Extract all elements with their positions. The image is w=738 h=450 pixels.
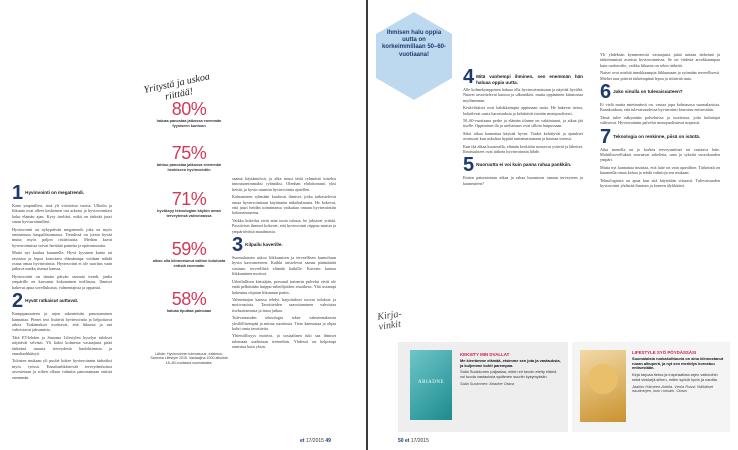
section-title: Hyvät ratkaisut auttavat. <box>25 298 79 304</box>
book-cover-plate-icon <box>588 364 618 394</box>
body-paragraph: Kolmanteen ryhmään kuuluvat ihmiset, jotka tarkastelevat omaa hyvinvointiaan käytännön näkökulmasta. He kokevat, että juuri heidän toimintansa vaikuttaa omaan hyvinvointiin kokonaisuutena. <box>232 194 336 216</box>
body-paragraph: Tulevaisuuden teknologia tekee valmennuksesta yksilöllisempää ja mittaa suoritusta. Tieto kannustaa ja ohjaa kohti omia tavoitteita. <box>232 315 336 331</box>
stat-percent: 58% <box>171 289 207 309</box>
body-paragraph: Valmentajan kanssa tehdyt harjoitukset tuovat tuloksia ja motivaatiota. Tavoitteiden saavuttaminen vahvistaa itseluottamusta ja intoa jatkaa. <box>232 296 336 313</box>
section-title: Jako sinulla on tulevaisuuteen? <box>613 89 683 95</box>
stat-percent: 75% <box>171 143 207 163</box>
book-box-1-quote: Me kierrämme elämää, etsimme sen jota ja vastauksia, ja kuljemme kohti parempaa. <box>460 358 561 368</box>
section-heading <box>232 234 336 257</box>
body-paragraph: Kumppanuuteen ja arjen rakenteisiin panostaminen kannattaa. Pienet teot lisäävät hyvinvointia ja helpottavat arkea. Tutkimukset osoittavat, että liikunta ja uni vahvistavat jaksamista. <box>12 311 112 333</box>
body-paragraph: Tätä ET-lehden ja Sanoma Lifestylen kyselyn tulokset näyttävät selvästi. Yli kaksi kolmesta vastaajasta pitää tärkeänä omasta terveydestä huolehtimista ja ennaltaehkäisyä. <box>12 334 112 356</box>
stats-source: Lähde: Hyvinvoinnin tulevaisuus -tutkimus, Sanoma Lifestyle 2015. Vastaajina 1000 aikuista 18–80-vuotiasta suomalaista. <box>150 352 228 365</box>
book-box-2-desc: Kirja tarjoaa tietoa ja inspiraatiota arjen valintoihin sekä vinkkejä siihen, miten syödä hyvin ja nauttia. <box>632 372 718 382</box>
section-title: Mitä vanhempi ihminen, sen enemmän hän haluaa oppia uutta. <box>476 74 583 85</box>
body-paragraph: Mutta nyt kannattaa muistaa, että laite on vain apuväline. Tärkeintä on kuunnella omaa kehoa ja tehdä valintoja sen mukaan. <box>600 164 720 176</box>
book-box-1 <box>398 342 568 432</box>
book-box-2-author: Jaakko Hämeen-Anttila, Venla Rossi: Nälkäiset nautintojen, kuin runsain. Otava <box>632 383 714 394</box>
section-number: 2 <box>12 290 24 313</box>
sidebar-script-title: Yritystä ja uskoa riittää! <box>142 71 211 103</box>
left-footer <box>300 438 331 444</box>
body-paragraph: Teknologiasta on apua kun sitä käytetään viisaasti. Tulevaisuuden hyvinvointi yhdistää ihmisen ja koneen älykkäästi. <box>600 177 720 189</box>
book-tips-label: Kirja-vinkit <box>376 308 403 333</box>
footer-brand: et <box>404 438 410 444</box>
section-heading <box>12 184 112 202</box>
body-paragraph: Kano ympärillesi, sinä yli viisitoista vuotta. Ulkoilu ja liikunta ovat olleet keskeinen osa arkeasi ja hyvinvointiasi koko elämän ajan. Kysy itseltäsi, mikä on tärkeää juuri sinun hyvinvoinnillesi. <box>12 203 112 225</box>
stat-item <box>150 190 228 218</box>
section-number: 6 <box>600 81 612 104</box>
right-column-2 <box>600 52 720 191</box>
section-title: Kilpailu kaverille. <box>245 242 283 248</box>
book-box-2 <box>572 342 730 432</box>
left-column-1 <box>12 182 112 382</box>
right-column-1 <box>463 66 583 188</box>
body-paragraph: Yhteisöllisyys motivoi, ja sosiaalinen tuki saa ihmiset tulemaan uudestaan treeneihin. Yhdessä on helpompi onnistua kuin yksin. <box>232 333 336 350</box>
footer-issue: 17/2015 <box>410 438 429 444</box>
body-paragraph: Tämä tulee näkymään palveluissa ja tuotteissa, joita kuluttajat valitsevat. Hyvinvoinnin palvelut monipuolistuvat nopeasti. <box>600 114 720 126</box>
book-cover-title: ARIADNE <box>418 380 444 385</box>
body-paragraph: Aika monella on jo korkea terveysmittari tai vastaava laite. Mobiilisovellukset seuraavat askeleita, unta ja sykettä vuorokauden ympäri. <box>600 146 720 163</box>
body-paragraph: 50–60-vuotiaana perhe ja elämän tilanne on vakiintunut, ja aikaa jää itselle. Oppimisen ilo ja uteliaisuus ovat silloin huipussaan. <box>463 118 583 129</box>
section-number: 1 <box>12 182 24 204</box>
book-box-1-text <box>460 352 562 386</box>
body-paragraph: Eniten painostetaan aikaa ja rahaa huomioon omaan terveyteen ja kauneuteen? <box>463 175 583 186</box>
section-heading <box>600 81 720 104</box>
book-box-2-text <box>632 350 724 394</box>
stat-item <box>150 144 228 172</box>
stat-item <box>150 240 228 268</box>
book-box-1-desc: Salla Suokkonen paljastaa, miten eri tavoin eletty elämä voi tuoda vastauksia sydämen suuriin kysymyksiin. <box>460 369 557 380</box>
stat-label: hyväksyy teknologian käytön oman terveytensä valvonnassa <box>157 209 221 218</box>
body-paragraph: Kun ikä alkaa kuutosella, elämän keskiöön nousevat ystävät ja läheiset. Ihmissuhteet ovat tärkein hyvinvoinnin lähde. <box>463 143 583 155</box>
stat-percent: 80% <box>171 99 207 119</box>
book-cover-ariadne <box>410 350 452 420</box>
body-paragraph: Hyvinvointi on nykypäivän megatrendi, joka on myös ominaisuus kaupallistumassa. Trendissä on jotain hyvää mutta myös paljon ristiriitaista. Median kuvat hyvinvoinnista voivat herättää paineita ja epävarmuutta. <box>12 226 112 248</box>
stat-percent: 71% <box>171 189 207 209</box>
footer-page-number: 50 <box>398 438 404 444</box>
book-box-2-tag: LIFESTYLE SYÖ PÖYDÄSSÄSI <box>632 350 697 355</box>
stat-label: haluaa tiputtaa painoaan <box>166 309 212 313</box>
body-paragraph: Yli yhdeksän kymmenestä vastaajasta pitää uniaan tärkeänä ja tärkeimmistä asioista hyvinvoinnissa. Se on viidettä arvokkaampaa kuin ruokavalio, vaikka liikunta on sekin tärkeää. <box>600 52 720 68</box>
section-title: Nuoruutta ei voi kuin panna rahaa pankkiin. <box>476 162 572 168</box>
book-box-1-tag: KEKSITY MIN DVALLAT <box>460 352 510 357</box>
stat-label: aikoo olla kiinnostunut valtion kulutusta entistä enemmän <box>152 259 226 268</box>
body-paragraph: Ei vielä mutta mietinnässä on, vastaa jopa kolmasosa suomalaisista. Ennakoidaan, että tulevaisuudessa hyvinvointi korostuu entisestään. <box>600 102 720 113</box>
stat-label: tahtoo panostaa jatkossa enemmän henkiseen hyvinvointiin <box>156 163 222 172</box>
section-number: 3 <box>232 234 244 257</box>
right-page <box>368 0 738 450</box>
body-paragraph: saanut käytännössä, ja alka nousi tästä ryhmästä toiseksi innostuneimmaksi ryhmäksi. Olenhan ehdottomasti yksi heistä, ja hyvin ruumiin hyvinvointia ajatellen. <box>232 176 336 192</box>
stat-item <box>150 290 228 314</box>
body-paragraph: Alle kolmekymppinen haluaa olla hyvinvoinnissaan ja näyttää hyvältä. Nuoret tavoittelevat kuntoa ja ulkonäköä, mutta oppiminen kiinnostaa myöhemmin. <box>463 87 583 103</box>
body-paragraph: Tulosten mukaan yli puolet kokee hyvinvoinnin tärkeäksi myös työssä. Ennaltaehkäisevää terveydenhoitoa arvostetaan ja siihen ollaan valmiita panostamaan entistä enemmän. <box>12 358 112 380</box>
section-heading <box>463 68 583 86</box>
left-column-3 <box>232 176 336 352</box>
section-title: Hyvinvointi on megatrendi. <box>25 190 85 195</box>
stat-percent: 59% <box>171 239 207 259</box>
body-paragraph: Naiset ovat miehiä innokkaampia liikkumaan ja syömään terveellisesti. Miehet taas pitävät tärkeimpänä lepoa ja riittävää unta. <box>600 70 720 81</box>
body-paragraph: Siksi aikaa kannattaa käyttää hyvin. Taidot kehittyvät ja ajatukset avartuvat kun uskaltaa hypätä tuntemattomaan ja haastaa itsensä. <box>463 130 583 142</box>
section-number: 5 <box>463 154 475 177</box>
section-title: Teknologia on renkinne, piisä on isäntä. <box>613 133 701 139</box>
stat-item <box>150 100 228 128</box>
section-heading <box>463 154 583 177</box>
section-heading <box>600 125 720 148</box>
body-paragraph: Mutta nyt kuuluu kuunnella. Hyvä fyysinen kunto tai ravintoa ja lepoa korostava elämäntapa voidaan nähdä osana omaa hyvinvointia. Hyvinvointi ei ole suoritus vaan jatkuva matka itsensä kanssa. <box>12 250 112 272</box>
hexagon-text: Ihmisen halu oppia uutta on korkeimmillaan 50–60-vuotiaana! <box>381 30 447 58</box>
left-page <box>0 0 366 450</box>
section-heading <box>12 290 112 313</box>
section-number: 7 <box>600 125 612 148</box>
footer-page-number: 49 <box>325 438 331 444</box>
stat-label: haluaa panostaa jatkossa enemmän fyysiseen kuntoon <box>156 119 222 128</box>
footer-brand: et <box>300 438 305 444</box>
book-box-2-quote: Suomalaista ruokakulttuuria on aina kiinnostanut ruoan alkuperä, ja nyt sen merkitys korostuu entisestään. <box>632 356 724 371</box>
body-paragraph: Keski-ikäiset ovat halukkaimpia oppimaan uutta. He hakevat tietoa, kokeilevat uusia harrastuksia ja kehittävät itseään monipuolisesti. <box>463 105 583 116</box>
body-paragraph: Urheilullisen kiristäjän, personal trainerin palvelut eivät ole enää pelkästään huippu-urheilijoiden etuoikeus. Yhä useampi hakeutuu ohjatun liikunnan pariin. <box>232 278 336 295</box>
book-box-1-author: Salla Suokonen: Ariadne Otava <box>460 380 515 386</box>
body-paragraph: Vaikka kokeilut eivät aina tuota tulosta, he jaksavat yrittää. Passiiviset ihmiset kokevat, että hyvinvointi riippuu muista ja ympäröivästä maailmasta. <box>232 217 336 234</box>
section-number: 4 <box>463 66 475 88</box>
right-footer <box>398 438 429 444</box>
book-cover-lifestyle <box>580 350 626 422</box>
footer-issue: 17/2015 <box>305 438 324 444</box>
body-paragraph: Suomalaisten uskoo liikkumisen ja terveellisen kuntoiluun hyvin kasvaneeseen. Kaikki taistelevat samaa päämäärää vastaan: terveellistä elämää kaikille. Kaverin kanssa liikkuminen motivoi. <box>232 255 336 277</box>
body-paragraph: Hyvinvointi on tämän päivän sanonta trendi, jonka ympärille on kasvanut kokonainen teollisuus. Ihmiset hakevat apua sovelluksista, valmentajista ja oppaista. <box>12 273 112 290</box>
